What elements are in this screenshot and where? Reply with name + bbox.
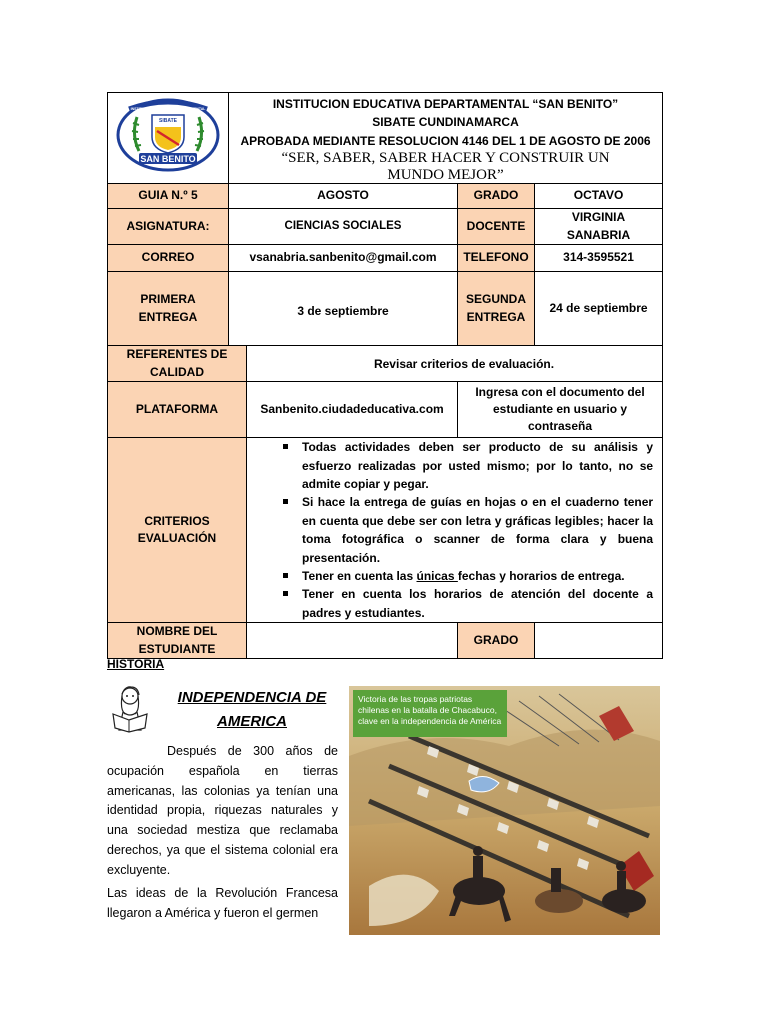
docente-label: DOCENTE [458, 209, 535, 245]
institution-motto: “SER, SABER, SABER HACER Y CONSTRUIR UN MUNDO MEJOR” [281, 150, 610, 183]
article-paragraph: Después de 300 años de ocupación española en tierras americanas, las colonias ya tenían una identidad propia, riquezas naturales y una sociedad mestiza que reclamaba derechos, ya que el sistema colonial era excluyente. [107, 744, 338, 877]
section-label: HISTORIA [107, 657, 165, 671]
plataforma-value: Sanbenito.ciudadeducativa.com [247, 382, 458, 438]
article-paragraph: Las ideas de la Revolución Francesa llegaron a América y fueron el germen [107, 886, 338, 920]
student-row [108, 623, 663, 659]
primera-entrega-value: 3 de septiembre [229, 272, 458, 346]
criteria-row [108, 438, 663, 623]
plataforma-label: PLATAFORMA [108, 382, 247, 438]
header-row [108, 93, 663, 184]
logo-top-text: INSTITUCION EDUCATIVA DEPARTAMENTAL [130, 107, 206, 112]
asignatura-value: CIENCIAS SOCIALES [229, 209, 458, 245]
institution-name: INSTITUCION EDUCATIVA DEPARTAMENTAL “SAN BENITO” [272, 97, 619, 111]
criteria-item-text: Tener en cuenta las [302, 568, 417, 583]
guide-row [108, 184, 663, 209]
plataforma-note: Ingresa con el documento del estudiante en usuario y contraseña [458, 382, 663, 438]
subject-row [108, 209, 663, 245]
battle-painting [349, 686, 660, 935]
logo-cell [108, 93, 229, 184]
guia-label: GUIA N.º 5 [108, 184, 229, 209]
correo-label: CORREO [108, 245, 229, 272]
institution-city: SIBATE CUNDINAMARCA [372, 115, 519, 130]
grado-input[interactable] [535, 623, 663, 659]
segunda-entrega-value: 24 de septiembre [535, 272, 663, 346]
grado-label: GRADO [458, 184, 535, 209]
school-logo [115, 97, 221, 173]
criteria-item: Todas actividades deben ser producto de su análisis y esfuerzo realizadas por usted mismo; por lo tanto, no se admite copiar y pegar. [302, 438, 653, 493]
docente-value: VIRGINIA SANABRIA [535, 209, 663, 245]
platform-row [108, 382, 663, 438]
criteria-item-text: fechas y horarios de entrega. [457, 568, 625, 583]
contact-row [108, 245, 663, 272]
referentes-label: REFERENTES DE CALIDAD [108, 346, 247, 382]
image-caption: Victoria de las tropas patriotas chilenas en la batalla de Chacabuco, clave en la independencia de América [353, 690, 507, 737]
student-reading-illustration [105, 684, 157, 734]
criteria-item: Si hace la entrega de guías en hojas o en el cuaderno tener en cuenta que debe ser con letra y gráficas legibles; hacer la toma fotográfica o scanner de forma clara y buena presentación. [302, 493, 653, 566]
criteria-item: Tener en cuenta los horarios de atención del docente a padres y estudiantes. [302, 585, 653, 622]
criteria-item [302, 567, 653, 585]
logo-name-text: SAN BENITO [140, 154, 196, 165]
segunda-entrega-label: SEGUNDA ENTREGA [458, 272, 535, 346]
referentes-value: Revisar criterios de evaluación. [247, 346, 663, 382]
criteria-item-underlined: únicas [416, 568, 458, 583]
institution-resolution: APROBADA MEDIANTE RESOLUCION 4146 DEL 1 DE AGOSTO DE 2006 [240, 133, 651, 148]
logo-shield-text: SIBATE [159, 118, 177, 125]
telefono-value: 314-3595521 [535, 245, 663, 272]
grado-value: OCTAVO [535, 184, 663, 209]
month-value: AGOSTO [229, 184, 458, 209]
nombre-estudiante-label: NOMBRE DEL ESTUDIANTE [108, 623, 247, 659]
criteria-list [250, 438, 659, 622]
telefono-label: TELEFONO [458, 245, 535, 272]
grado-label: GRADO [458, 623, 535, 659]
delivery-row [108, 272, 663, 346]
article-title: INDEPENDENCIA DE AMERICA [177, 689, 327, 730]
criterios-cell [247, 438, 663, 623]
guide-header-sheet [107, 92, 662, 659]
nombre-estudiante-input[interactable] [247, 623, 458, 659]
institution-header [229, 93, 663, 184]
guide-info-table [107, 92, 663, 659]
asignatura-label: ASIGNATURA: [108, 209, 229, 245]
criterios-label: CRITERIOS EVALUACIÓN [108, 438, 247, 623]
quality-row [108, 346, 663, 382]
correo-value: vsanabria.sanbenito@gmail.com [229, 245, 458, 272]
primera-entrega-label: PRIMERA ENTREGA [108, 272, 229, 346]
